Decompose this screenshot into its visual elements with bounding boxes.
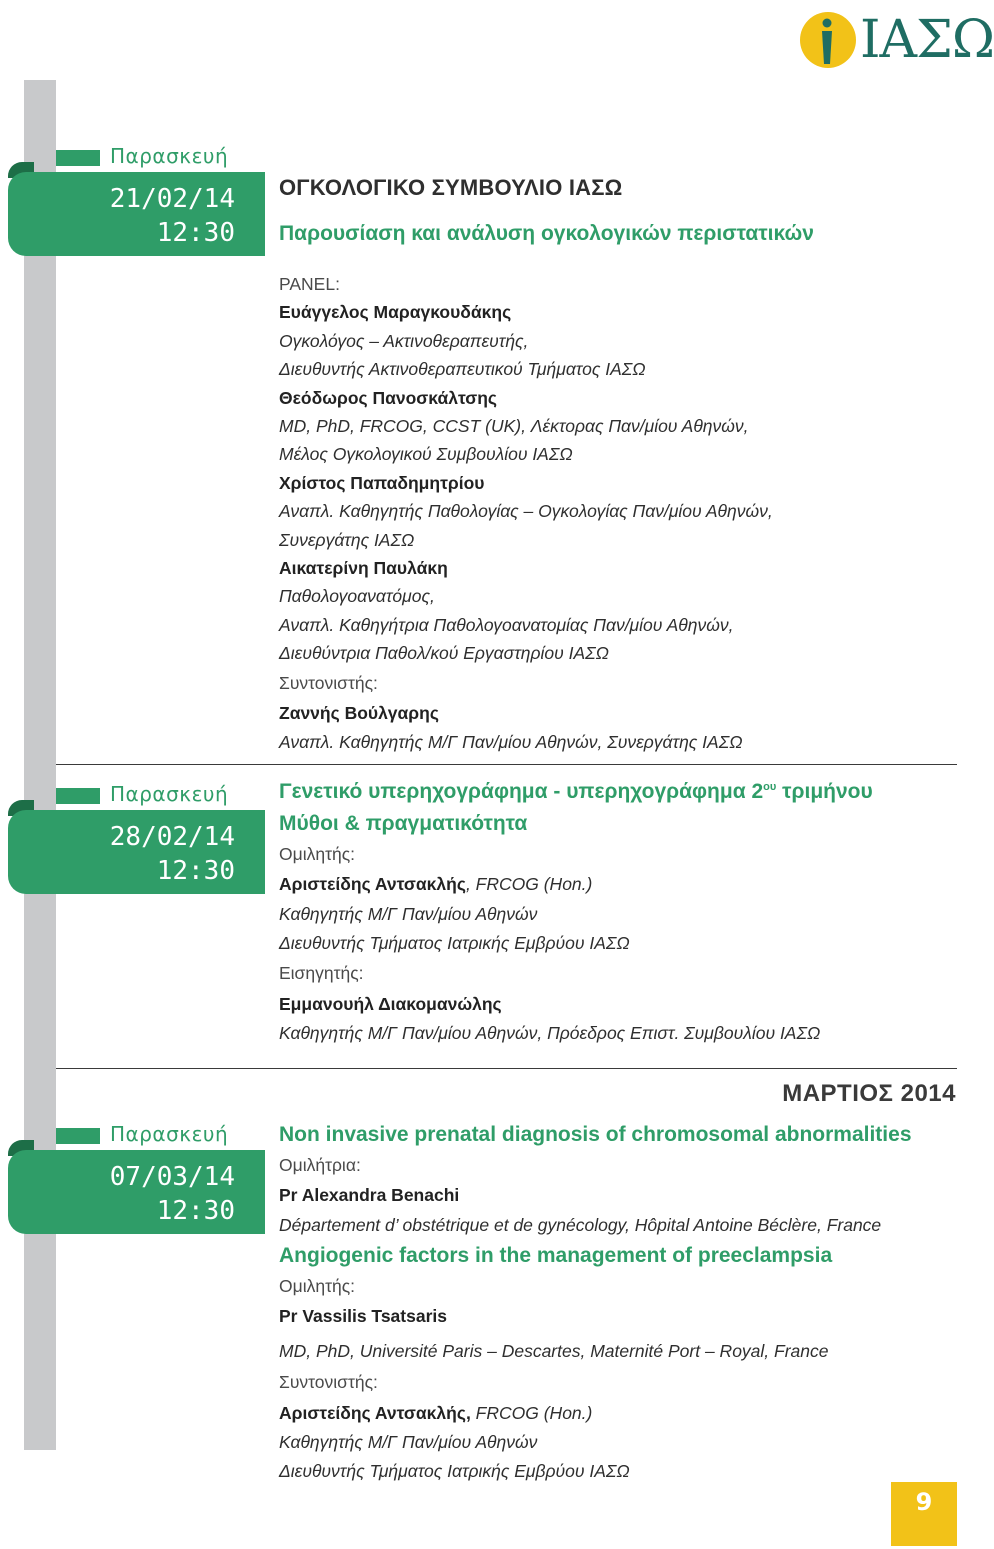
- event-title: ΟΓΚΟΛΟΓΙΚΟ ΣΥΜΒΟΥΛΙΟ ΙΑΣΩ: [279, 175, 623, 200]
- coordinator-role: Αναπλ. Καθηγητής Μ/Γ Παν/μίου Αθηνών, Συνεργάτης ΙΑΣΩ: [279, 731, 743, 752]
- coordinator-line: [279, 1398, 959, 1428]
- panelist-role: Ογκολόγος – Ακτινοθεραπευτής,: [279, 330, 529, 351]
- date-day: Παρασκευή: [110, 782, 229, 806]
- event-time: 12:30: [156, 218, 235, 248]
- panelist-role: Αναπλ. Καθηγήτρια Παθολογοανατομίας Παν/μίου Αθηνών,: [279, 614, 734, 635]
- date-box: [8, 1150, 265, 1234]
- panelist-name: Θεόδωρος Πανοσκάλτσης: [279, 387, 498, 408]
- page-number: 9: [915, 1488, 933, 1516]
- date-block-2: [0, 782, 265, 898]
- date-day: Παρασκευή: [110, 1122, 229, 1146]
- logo-figure-icon: [818, 18, 836, 64]
- event-date: 21/02/14: [109, 184, 235, 214]
- event-subtitle: Παρουσίαση και ανάλυση ογκολογικών περιστατικών: [279, 222, 814, 245]
- coordinator-name: Ζαννής Βούλγαρης: [279, 703, 439, 724]
- event-title-sup: ου: [763, 781, 777, 793]
- event-title-part1: Γενετικό υπερηχογράφημα - υπερηχογράφημα 2: [279, 780, 764, 803]
- iaso-logo: [796, 4, 994, 74]
- talk1-affiliation: Département d’ obstétrique et de gynécology, Hôpital Antoine Béclère, France: [279, 1215, 882, 1236]
- speaker-label: Ομιλητής:: [279, 844, 356, 864]
- date-tab: [56, 1128, 100, 1144]
- coordinator-name: Αριστείδης Αντσακλής,: [279, 1403, 471, 1424]
- coordinator-label: Συντονιστής:: [279, 673, 378, 694]
- panelist-role: Αναπλ. Καθηγητής Παθολογίας – Ογκολογίας Παν/μίου Αθηνών,: [279, 501, 773, 522]
- talk2-label: Ομιλητής:: [279, 1275, 356, 1296]
- speaker-suffix: , FRCOG (Hon.): [465, 874, 593, 895]
- talk2-title: Angiogenic factors in the management of preeclampsia: [279, 1243, 833, 1267]
- event-date: 07/03/14: [109, 1162, 235, 1192]
- event-2-content: [279, 776, 959, 1048]
- coordinator-suffix: FRCOG (Hon.): [470, 1403, 593, 1424]
- introducer-role: Καθηγητής Μ/Γ Παν/μίου Αθηνών, Πρόεδρος Επιστ. Συμβουλίου ΙΑΣΩ: [279, 1023, 821, 1044]
- event-date: 28/02/14: [109, 822, 235, 852]
- introducer-label: Εισηγητής:: [279, 963, 364, 984]
- talk1-label: Ομιλήτρια:: [279, 1155, 361, 1175]
- panelist-role: Παθολογοανατόμος,: [279, 586, 435, 607]
- panelist-name: Χρίστος Παπαδημητρίου: [279, 472, 485, 493]
- event-time: 12:30: [156, 856, 235, 886]
- event-title-line2: Μύθοι & πραγματικότητα: [279, 812, 528, 835]
- event-title: [279, 776, 959, 808]
- event-title-part2: τριμήνου: [776, 780, 873, 803]
- event-3-content: [279, 1119, 959, 1485]
- coordinator-role: Καθηγητής Μ/Γ Παν/μίου Αθηνών: [279, 1432, 538, 1453]
- date-day: Παρασκευή: [110, 144, 229, 168]
- panelist-role: MD, PhD, FRCOG, CCST (UK), Λέκτορας Παν/μίου Αθηνών,: [279, 415, 749, 436]
- panelist-role: Συνεργάτης ΙΑΣΩ: [279, 529, 415, 550]
- coordinator-label: Συντονιστής:: [279, 1372, 378, 1393]
- timeline-bar: [24, 80, 56, 1450]
- speaker-name: Αριστείδης Αντσακλής: [279, 874, 466, 895]
- panelist-name: Αικατερίνη Παυλάκη: [279, 557, 448, 578]
- date-block-1: [0, 144, 265, 260]
- page-number-box: [891, 1482, 957, 1546]
- date-box: [8, 810, 265, 894]
- event-time: 12:30: [156, 1196, 235, 1226]
- event-1-panel: [279, 270, 959, 756]
- talk1-speaker: Pr Alexandra Benachi: [279, 1185, 460, 1206]
- date-block-3: [0, 1122, 265, 1238]
- month-header: ΜΑΡΤΙΟΣ 2014: [782, 1080, 956, 1107]
- date-tab: [56, 788, 100, 804]
- panelist-name: Ευάγγελος Μαραγκουδάκης: [279, 302, 512, 323]
- date-box: [8, 172, 265, 256]
- introducer-name: Εμμανουήλ Διακομανώλης: [279, 994, 502, 1015]
- talk2-affiliation: MD, PhD, Université Paris – Descartes, Maternité Port – Royal, France: [279, 1341, 829, 1362]
- panelist-role: Μέλος Ογκολογικού Συμβουλίου ΙΑΣΩ: [279, 444, 573, 465]
- panelist-role: Διευθυντής Ακτινοθεραπευτικού Τμήματος ΙΑΣΩ: [279, 359, 646, 380]
- speaker-role: Διευθυντής Τμήματος Ιατρικής Εμβρύου ΙΑΣΩ: [279, 932, 630, 953]
- panel-label: PANEL:: [279, 274, 340, 294]
- speaker-line: [279, 868, 959, 900]
- talk2-speaker: Pr Vassilis Tsatsaris: [279, 1306, 447, 1327]
- panelist-role: Διευθύντρια Παθολ/κού Εργαστηρίου ΙΑΣΩ: [279, 643, 609, 664]
- logo-text: ΙΑΣΩ: [860, 10, 994, 70]
- section-divider: [56, 1068, 957, 1069]
- date-tab: [56, 150, 100, 166]
- speaker-role: Καθηγητής Μ/Γ Παν/μίου Αθηνών: [279, 904, 538, 925]
- section-divider: [56, 764, 957, 765]
- event-1-content: [279, 172, 959, 249]
- talk1-title: Non invasive prenatal diagnosis of chromosomal abnormalities: [279, 1123, 912, 1146]
- coordinator-role: Διευθυντής Τμήματος Ιατρικής Εμβρύου ΙΑΣΩ: [279, 1460, 630, 1481]
